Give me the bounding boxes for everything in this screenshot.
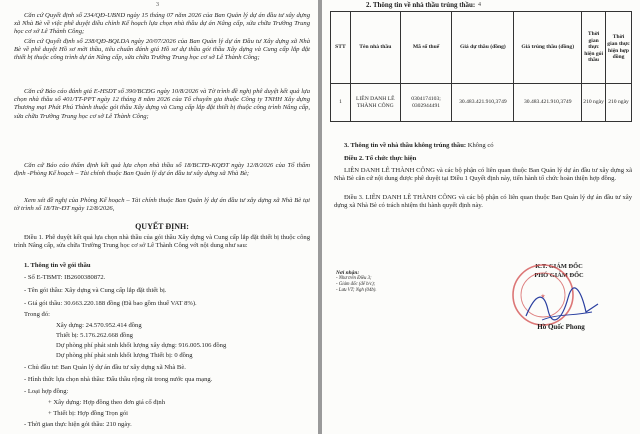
section3-row: [344, 142, 494, 150]
table-header-row: [331, 12, 632, 84]
page-number: 4: [478, 2, 481, 8]
section1-title: 1. Thông tin về gói thầu: [24, 262, 91, 269]
article-1: Điều 1. Phê duyệt kết quả lựa chọn nhà thầu của gói thầu Xây dựng và Cung cấp lắp đặt thiết bị thuộc công trình Nâng cấp, sửa chữa Trường Trung học cơ sở Lê Thành Công với nội dung như sau:: [14, 234, 310, 250]
table-cell: 30.483.421.910,3749: [452, 84, 514, 122]
col-header: Thời gian thực hiện hợp đồng: [606, 12, 632, 84]
package-name: - Tên gói thầu: Xây dựng và Cung cấp lắp đặt thiết bị.: [24, 287, 167, 294]
equipment-cost: Thiết bị: 5.176.262.668 đồng: [56, 332, 133, 339]
table-cell: 30.483.421.910,3749: [514, 84, 582, 122]
handwritten-signature: [522, 286, 602, 326]
right-page: [322, 0, 640, 434]
col-header: Thời gian thực hiện gói thầu: [582, 12, 606, 84]
contract-type-equipment: + Thiết bị: Hợp đồng Trọn gói: [48, 410, 128, 417]
signer-name: Hồ Quốc Phong: [537, 323, 585, 331]
table-cell: 0304174103; 0302944491: [400, 84, 452, 122]
package-price: - Giá gói thầu: 30.663.220.188 đồng (Đã bao gồm thuế VAT 8%).: [24, 300, 197, 307]
svg-text:★: ★: [540, 294, 546, 300]
table-cell: 210 ngày: [606, 84, 632, 122]
left-page: [0, 0, 318, 434]
recipients-title: Nơi nhận:: [336, 270, 360, 276]
recital-4: Căn cứ Báo cáo thẩm định kết quả lựa chọn nhà thầu số 18/BCTĐ-KQĐT ngày 12/8/2026 của Tổ thẩm định -Phòng Kế hoạch – Tài chính thuộc Ban Quản lý dự án đầu tư xây dựng xã Nhà Bè;: [14, 162, 310, 178]
package-duration: - Thời gian thực hiện gói thầu: 210 ngày.: [24, 421, 132, 428]
selection-method: - Hình thức lựa chọn nhà thầu: Đấu thầu rộng rãi trong nước qua mạng.: [24, 376, 213, 383]
recital-3: Căn cứ Báo cáo đánh giá E-HSDT số 390/BCĐG ngày 10/8/2026 và Tờ trình đề nghị phê duyệt kết quả lựa chọn nhà thầu số 401/TT-PPT ngày 12 tháng 8 năm 2026 của Tổ chuyên gia thuộc Công ty TNHH Xây dựng Thương mại Phát Phú Thành thuộc gói thầu Xây dựng và Cung cấp lắp đặt thiết bị thuộc công trình Nâng cấp, sửa chữa Trường Trung học cơ sở Lê Thành Công;: [14, 88, 310, 120]
table-cell: 210 ngày: [582, 84, 606, 122]
col-header: Mã số thuế: [400, 12, 452, 84]
col-header: Tên nhà thầu: [350, 12, 400, 84]
breakdown-label: Trong đó:: [24, 311, 50, 318]
article-2-body: LIÊN DANH LÊ THÀNH CÔNG và các bộ phận có liên quan thuộc Ban Quản lý dự án đầu tư xây dựng xã Nhà Bè căn cứ nội dung được phê duyệt tại Điều 1 Quyết định này, tiến hành tổ chức hoàn thiện hợp đồng.: [334, 167, 632, 183]
recipient-item: - Lưu VT; Ngh (04b).: [336, 288, 377, 293]
recital-1: Căn cứ Quyết định số 234/QĐ-UBND ngày 15 tháng 07 năm 2026 của Ban Quản lý dự án đầu tư xây dựng xã Nhà Bè về việc phê duyệt điều chỉnh Kế hoạch lựa chọn nhà thầu dự án Nâng cấp, sửa chữa Trường Trung học cơ sở Lê Thành Công;: [14, 12, 310, 36]
recital-5: Xem xét đề nghị của Phòng Kế hoạch – Tài chính thuộc Ban Quản lý dự án đầu tư xây dựng xã Nhà Bè tại tờ trình số 18/Ttr-ĐT ngày 12/8/2026,: [14, 197, 310, 213]
page-number: 3: [156, 2, 159, 8]
article-2-title: Điều 2. Tổ chức thực hiện: [344, 155, 417, 162]
col-header: STT: [331, 12, 351, 84]
decision-title: QUYẾT ĐỊNH:: [135, 222, 189, 231]
section3-title: 3. Thông tin về nhà thầu không trúng thầu:: [344, 142, 467, 149]
table-cell: LIÊN DANH LÊ THÀNH CÔNG: [350, 84, 400, 122]
contract-type-construction: + Xây dựng: Hợp đồng theo đơn giá cố định: [48, 399, 166, 406]
awarded-contractor-table: [330, 11, 632, 122]
construction-contingency: Dự phòng phí phát sinh khối lượng xây dựng: 916.005.106 đồng: [56, 342, 227, 349]
etbmt-number: - Số E-TBMT: IB2600380872.: [24, 274, 106, 281]
signature-title-1: K.T. GIÁM ĐỐC: [535, 263, 583, 270]
recipients-block: [336, 270, 377, 294]
construction-cost: Xây dựng: 24.570.952.414 đồng: [56, 322, 142, 329]
section2-title: 2. Thông tin về nhà thầu trúng thầu:: [366, 1, 476, 9]
contract-type: - Loại hợp đồng:: [24, 388, 69, 395]
investor: - Chủ đầu tư: Ban Quản lý dự án đầu tư xây dựng xã Nhà Bè.: [24, 364, 186, 371]
recipient-item: - Giám đốc (để b/c);: [336, 282, 376, 287]
section3-value: Không có: [467, 142, 494, 149]
table-row: [331, 84, 632, 122]
table-cell: 1: [331, 84, 351, 122]
col-header: Giá dự thầu (đồng): [452, 12, 514, 84]
col-header: Giá trúng thầu (đồng): [514, 12, 582, 84]
equipment-contingency: Dự phòng phí phát sinh khối lượng Thiết bị: 0 đồng: [56, 352, 193, 359]
article-3: Điều 3. LIÊN DANH LÊ THÀNH CÔNG và các bộ phận có liên quan thuộc Ban Quản lý dự án đầu tư xây dựng xã Nhà Bè có trách nhiệm thi hành quyết định này.: [334, 194, 632, 210]
recital-2: Căn cứ Quyết định số 238/QĐ-BQLDA ngày 20/07/2026 của Ban Quản lý dự án Đầu tư Xây dựng xã Nhà Bè về phê duyệt Hồ sơ mời thầu, tiêu chuẩn đánh giá Hồ sơ dự thầu gói thầu Xây dựng và Cung cấp lắp đặt thiết bị thuộc công trình dự án Nâng cấp, sửa chữa Trường Trung học cơ sở Lê Thành Công;: [14, 38, 310, 62]
recipient-item: - Như trên Điều 3;: [336, 276, 372, 281]
signature-title-2: PHÓ GIÁM ĐỐC: [534, 272, 584, 279]
